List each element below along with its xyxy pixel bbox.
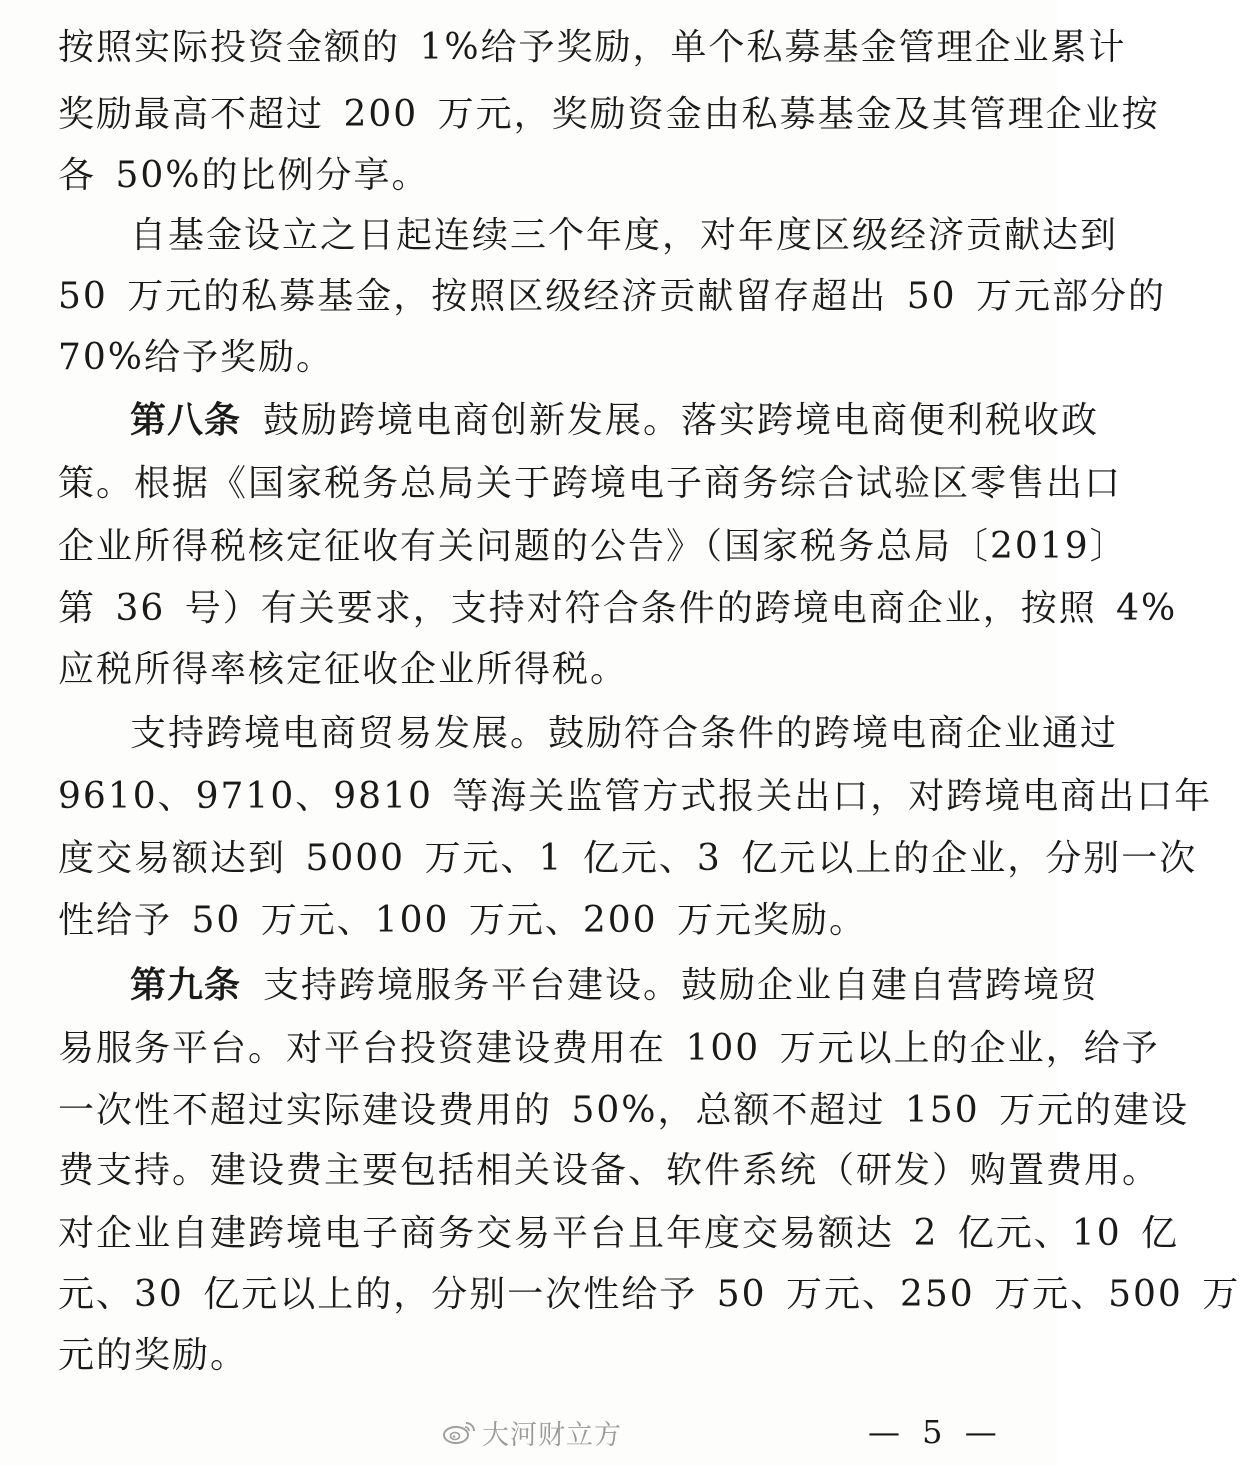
article-8-title-text: 鼓励跨境电商创新发展。落实跨境电商便利税收政 [263,400,1100,441]
paragraph-line: 费支持。建设费主要包括相关设备、软件系统（研发）购置费用。 [58,1150,1161,1191]
paragraph-line: 9610、9710、9810 等海关监管方式报关出口，对跨境电商出口年 [58,776,1213,817]
article-8-heading: 第八条 [130,400,242,441]
paragraph-line: 元的奖励。 [58,1335,249,1376]
weibo-logo-icon [442,1419,476,1445]
watermark-text: 大河财立方 [482,1419,622,1451]
paragraph-line: 各 50%的比例分享。 [58,155,430,196]
paragraph-line: 度交易额达到 5000 万元、1 亿元、3 亿元以上的企业，分别一次 [58,838,1198,879]
paragraph-line: 元、30 亿元以上的，分别一次性给予 50 万元、250 万元、500 万 [58,1274,1240,1315]
paragraph-line: 70%给予奖励。 [58,337,335,378]
article-9-first-line [130,957,1100,1015]
paragraph-line: 易服务平台。对平台投资建设费用在 100 万元以上的企业，给予 [58,1028,1160,1069]
paragraph-line: 自基金设立之日起连续三个年度，对年度区级经济贡献达到 [130,215,1119,256]
paragraph-line: 策。根据《国家税务总局关于跨境电子商务综合试验区零售出口 [58,463,1123,504]
paragraph-line: 性给予 50 万元、100 万元、200 万元奖励。 [58,900,868,941]
article-8-first-line [130,392,1100,450]
paragraph-line: 一次性不超过实际建设费用的 50%，总额不超过 150 万元的建设 [58,1090,1190,1131]
article-9-title-text: 支持跨境服务平台建设。鼓励企业自建自营跨境贸 [263,965,1100,1006]
paragraph-line: 50 万元的私募基金，按照区级经济贡献留存超出 50 万元部分的 [58,276,1166,317]
paragraph-line: 按照实际投资金额的 1%给予奖励，单个私募基金管理企业累计 [58,27,1127,68]
paragraph-line: 对企业自建跨境电子商务交易平台且年度交易额达 2 亿元、10 亿 [58,1213,1180,1254]
page-number: — 5 — [868,1413,1003,1451]
paragraph-line: 奖励最高不超过 200 万元，奖励资金由私募基金及其管理企业按 [58,94,1160,135]
paragraph-line: 支持跨境电商贸易发展。鼓励符合条件的跨境电商企业通过 [130,713,1119,754]
paragraph-line: 应税所得率核定征收企业所得税。 [58,649,629,690]
watermark [442,1410,622,1454]
article-9-heading: 第九条 [130,965,242,1006]
paragraph-line: 第 36 号）有关要求，支持对符合条件的跨境电商企业，按照 4% [58,588,1178,629]
paragraph-line: 企业所得税核定征收有关问题的公告》（国家税务总局〔2019〕 [58,526,1128,567]
